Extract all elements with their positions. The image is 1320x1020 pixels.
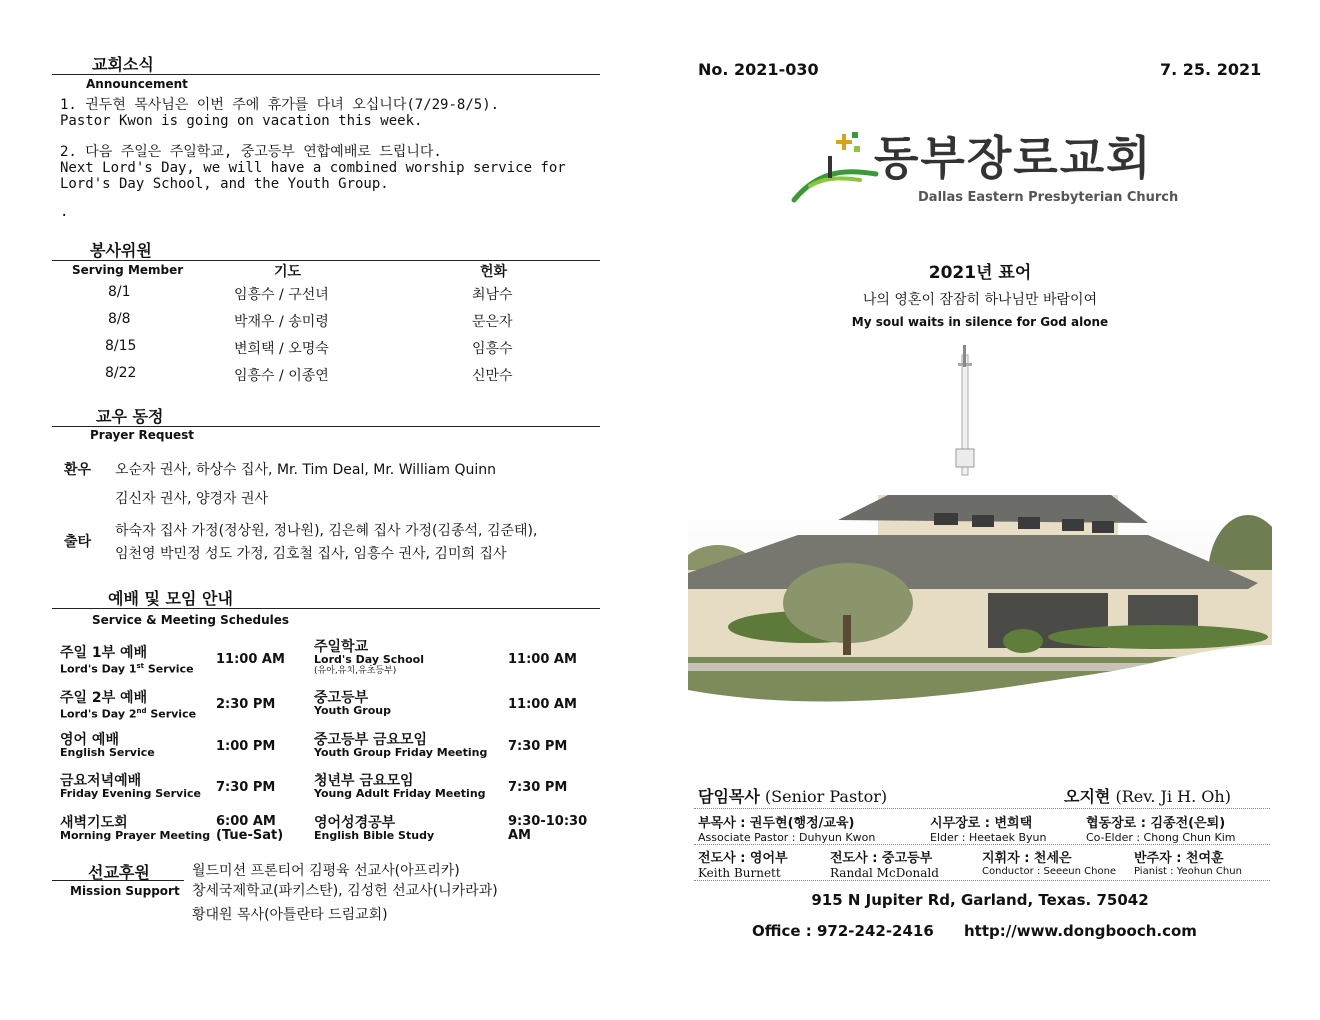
serving-date: 8/1: [108, 284, 131, 300]
senior-pastor-title: [698, 784, 887, 807]
staff-member: 지휘자 : 천세은 Conductor : Seeeun Chone: [982, 851, 1117, 877]
schedule-item-en: English Bible Study: [314, 829, 435, 842]
staff-member: 전도사 : 중고등부 Randal McDonald: [830, 851, 939, 880]
staff-member: 반주자 : 천여훈 Pianist : Yeohun Chun: [1134, 851, 1242, 877]
schedule-item-ko: 새벽기도회: [60, 815, 128, 831]
schedule-item-ko: 주일 1부 예배: [60, 645, 148, 661]
staff-member: 시무장로 : 변희택 Elder : Heetaek Byun: [930, 816, 1047, 844]
serving-col-offering: 헌화: [480, 264, 508, 280]
schedule-item-en: Friday Evening Service: [60, 787, 201, 800]
schedule-item-ko: 주일학교: [314, 639, 369, 655]
schedule-item-ko: 중고등부 금요모임: [314, 732, 428, 748]
staff-member: 전도사 : 영어부 Keith Burnett: [698, 851, 788, 880]
schedule-item: [314, 816, 434, 842]
schedule-item: [314, 640, 424, 676]
schedule-item: [60, 646, 194, 676]
serving-row: [52, 284, 600, 311]
schedule-item: [60, 733, 155, 759]
schedule-item-en: Lord's Day School: [314, 653, 424, 666]
schedule-item-en: English Service: [60, 746, 155, 759]
serving-row: [52, 338, 600, 365]
news-item-2: [60, 144, 600, 192]
schedule-item-note: (유아,유치,유초등부): [314, 666, 397, 676]
staff-divider: [694, 880, 1270, 881]
schedule-item: [314, 774, 486, 800]
serving-table: [52, 284, 600, 392]
mission-line: 창세국제학교(파키스탄), 김성헌 선교사(니카라과): [192, 883, 498, 899]
issue-number: No. 2021-030: [698, 60, 819, 79]
office-phone: Office : 972-242-2416: [752, 922, 934, 940]
serving-prayer: 변희택 / 오명숙: [234, 341, 329, 357]
staff-divider: [694, 808, 1270, 809]
schedule-time: 11:00 AM: [508, 652, 577, 667]
logo-emblem-icon: [790, 128, 880, 208]
motto-english: My soul waits in silence for God alone: [851, 315, 1109, 329]
senior-pastor-ko: 담임목사: [698, 787, 760, 806]
schedule-time: 2:30 PM: [216, 697, 276, 712]
schedule-time: 7:30 PM: [508, 739, 568, 754]
news-item-1-ko: 1. 권두현 목사님은 이번 주에 휴가를 다녀 오십니다(7/29-8/5).: [60, 97, 500, 113]
motto-title: 2021년 표어: [928, 263, 1032, 283]
prayer-divider: [52, 426, 600, 427]
schedule-item-en: Youth Group Friday Meeting: [314, 746, 488, 759]
news-heading: 교회소식: [92, 55, 154, 74]
serving-offering: 문은자: [472, 314, 513, 330]
news-item-2-en: Next Lord's Day, we will have a combined worship service for Lord's Day School, and the Youth Group.: [60, 160, 566, 192]
schedule-item-ko: 주일 2부 예배: [60, 690, 148, 706]
schedule-time: 6:00 AM (Tue-Sat): [216, 814, 284, 843]
prayer-heading: 교우 동정: [96, 407, 164, 426]
away-line-1: 하숙자 집사 가정(정상원, 정나원), 김은혜 집사 가정(김종석, 김준태),: [115, 523, 538, 539]
senior-pastor-name: [1064, 784, 1231, 807]
staff-divider: [694, 844, 1270, 845]
mission-divider: [52, 880, 184, 881]
mission-line: 월드미션 프론티어 김평육 선교사(아프리카): [192, 863, 460, 879]
sick-line-1: 오순자 권사, 하상수 집사, Mr. Tim Deal, Mr. William Quinn: [115, 462, 496, 478]
schedule-item-en: Morning Prayer Meeting: [60, 829, 211, 842]
schedule-subheading: Service & Meeting Schedules: [92, 613, 290, 627]
schedule-item: [60, 774, 201, 800]
serving-prayer: 임흥수 / 이종연: [234, 368, 329, 384]
news-item-1-en: Pastor Kwon is going on vacation this week.: [60, 113, 423, 129]
schedule-time: 11:00 AM: [508, 697, 577, 712]
serving-date: 8/22: [105, 365, 137, 381]
staff-member: 협동장로 : 김종전(은퇴) Co-Elder : Chong Chun Kim: [1086, 816, 1236, 844]
news-item-2-ko: 2. 다음 주일은 주일학교, 중고등부 연합예배로 드립니다.: [60, 144, 442, 160]
schedule-item-en: Lord's Day 2nd Service: [60, 707, 197, 721]
schedule-time: 7:30 PM: [216, 780, 276, 795]
church-address: 915 N Jupiter Rd, Garland, Texas. 75042: [811, 891, 1149, 909]
senior-pastor-name-en: (Rev. Ji H. Oh): [1115, 787, 1231, 806]
serving-row: [52, 365, 600, 392]
schedule-item-en: Lord's Day 1st Service: [60, 662, 194, 676]
serving-date: 8/8: [108, 311, 131, 327]
logo-korean-text: 동부장로교회: [874, 131, 1153, 185]
schedule-time: 1:00 PM: [216, 739, 276, 754]
website-link[interactable]: http://www.dongbooch.com: [964, 922, 1197, 940]
serving-prayer: 임흥수 / 구선녀: [234, 287, 329, 303]
schedule-item-ko: 영어 예배: [60, 732, 119, 748]
sick-label: 환우: [64, 462, 92, 478]
logo-english-text: Dallas Eastern Presbyterian Church: [918, 190, 1179, 205]
schedule-item-en: Youth Group: [314, 704, 391, 717]
news-item-1: [60, 97, 600, 129]
prayer-subheading: Prayer Request: [90, 428, 195, 442]
serving-col-prayer: 기도: [274, 264, 302, 280]
mission-line: 황대원 목사(아틀란타 드림교회): [192, 907, 388, 923]
serving-prayer: 박재우 / 송미령: [234, 314, 329, 330]
schedule-item-en: Young Adult Friday Meeting: [314, 787, 486, 800]
schedule-item-ko: 금요저녁예배: [60, 773, 142, 789]
staff-member: 부목사 : 권두현(행정/교육) Associate Pastor : Duhyun Kwon: [698, 816, 876, 844]
schedule-item: [314, 733, 487, 759]
senior-pastor-name-ko: 오지현: [1064, 787, 1111, 806]
away-line-2: 임천영 박민정 성도 가정, 김호철 집사, 임흥수 권사, 김미희 집사: [115, 546, 507, 562]
issue-date: 7. 25. 2021: [1160, 60, 1262, 79]
schedule-item-ko: 중고등부: [314, 690, 369, 706]
news-subheading: Announcement: [86, 77, 188, 91]
schedule-divider: [52, 608, 600, 609]
serving-date: 8/15: [105, 338, 137, 354]
away-label: 출타: [64, 534, 92, 550]
serving-offering: 최남수: [472, 287, 513, 303]
schedule-heading: 예배 및 모임 안내: [108, 589, 233, 608]
news-trailing-dot: .: [60, 204, 69, 220]
schedule-item-ko: 청년부 금요모임: [314, 773, 414, 789]
serving-subheading: Serving Member: [72, 263, 184, 277]
serving-divider: [52, 260, 600, 261]
sick-line-2: 김신자 권사, 양경자 권사: [115, 491, 269, 507]
news-divider: [52, 74, 600, 75]
schedule-item: [314, 691, 391, 717]
serving-row: [52, 311, 600, 338]
serving-heading: 봉사위원: [90, 241, 152, 260]
schedule-item: [60, 816, 210, 842]
schedule-time: 11:00 AM: [216, 652, 285, 667]
church-photo: [688, 345, 1272, 715]
mission-subheading: Mission Support: [70, 884, 180, 898]
schedule-item: [60, 691, 196, 721]
mission-heading: 선교후원: [88, 863, 150, 882]
schedule-item-ko: 영어성경공부: [314, 815, 396, 831]
serving-offering: 신만수: [472, 368, 513, 384]
senior-pastor-en: (Senior Pastor): [764, 787, 888, 806]
motto-korean: 나의 영혼이 잠잠히 하나님만 바람이여: [862, 292, 1098, 308]
church-logo: [790, 128, 1179, 210]
schedule-time: 9:30-10:30 AM: [508, 814, 588, 843]
serving-offering: 임흥수: [472, 341, 513, 357]
schedule-time: 7:30 PM: [508, 780, 568, 795]
